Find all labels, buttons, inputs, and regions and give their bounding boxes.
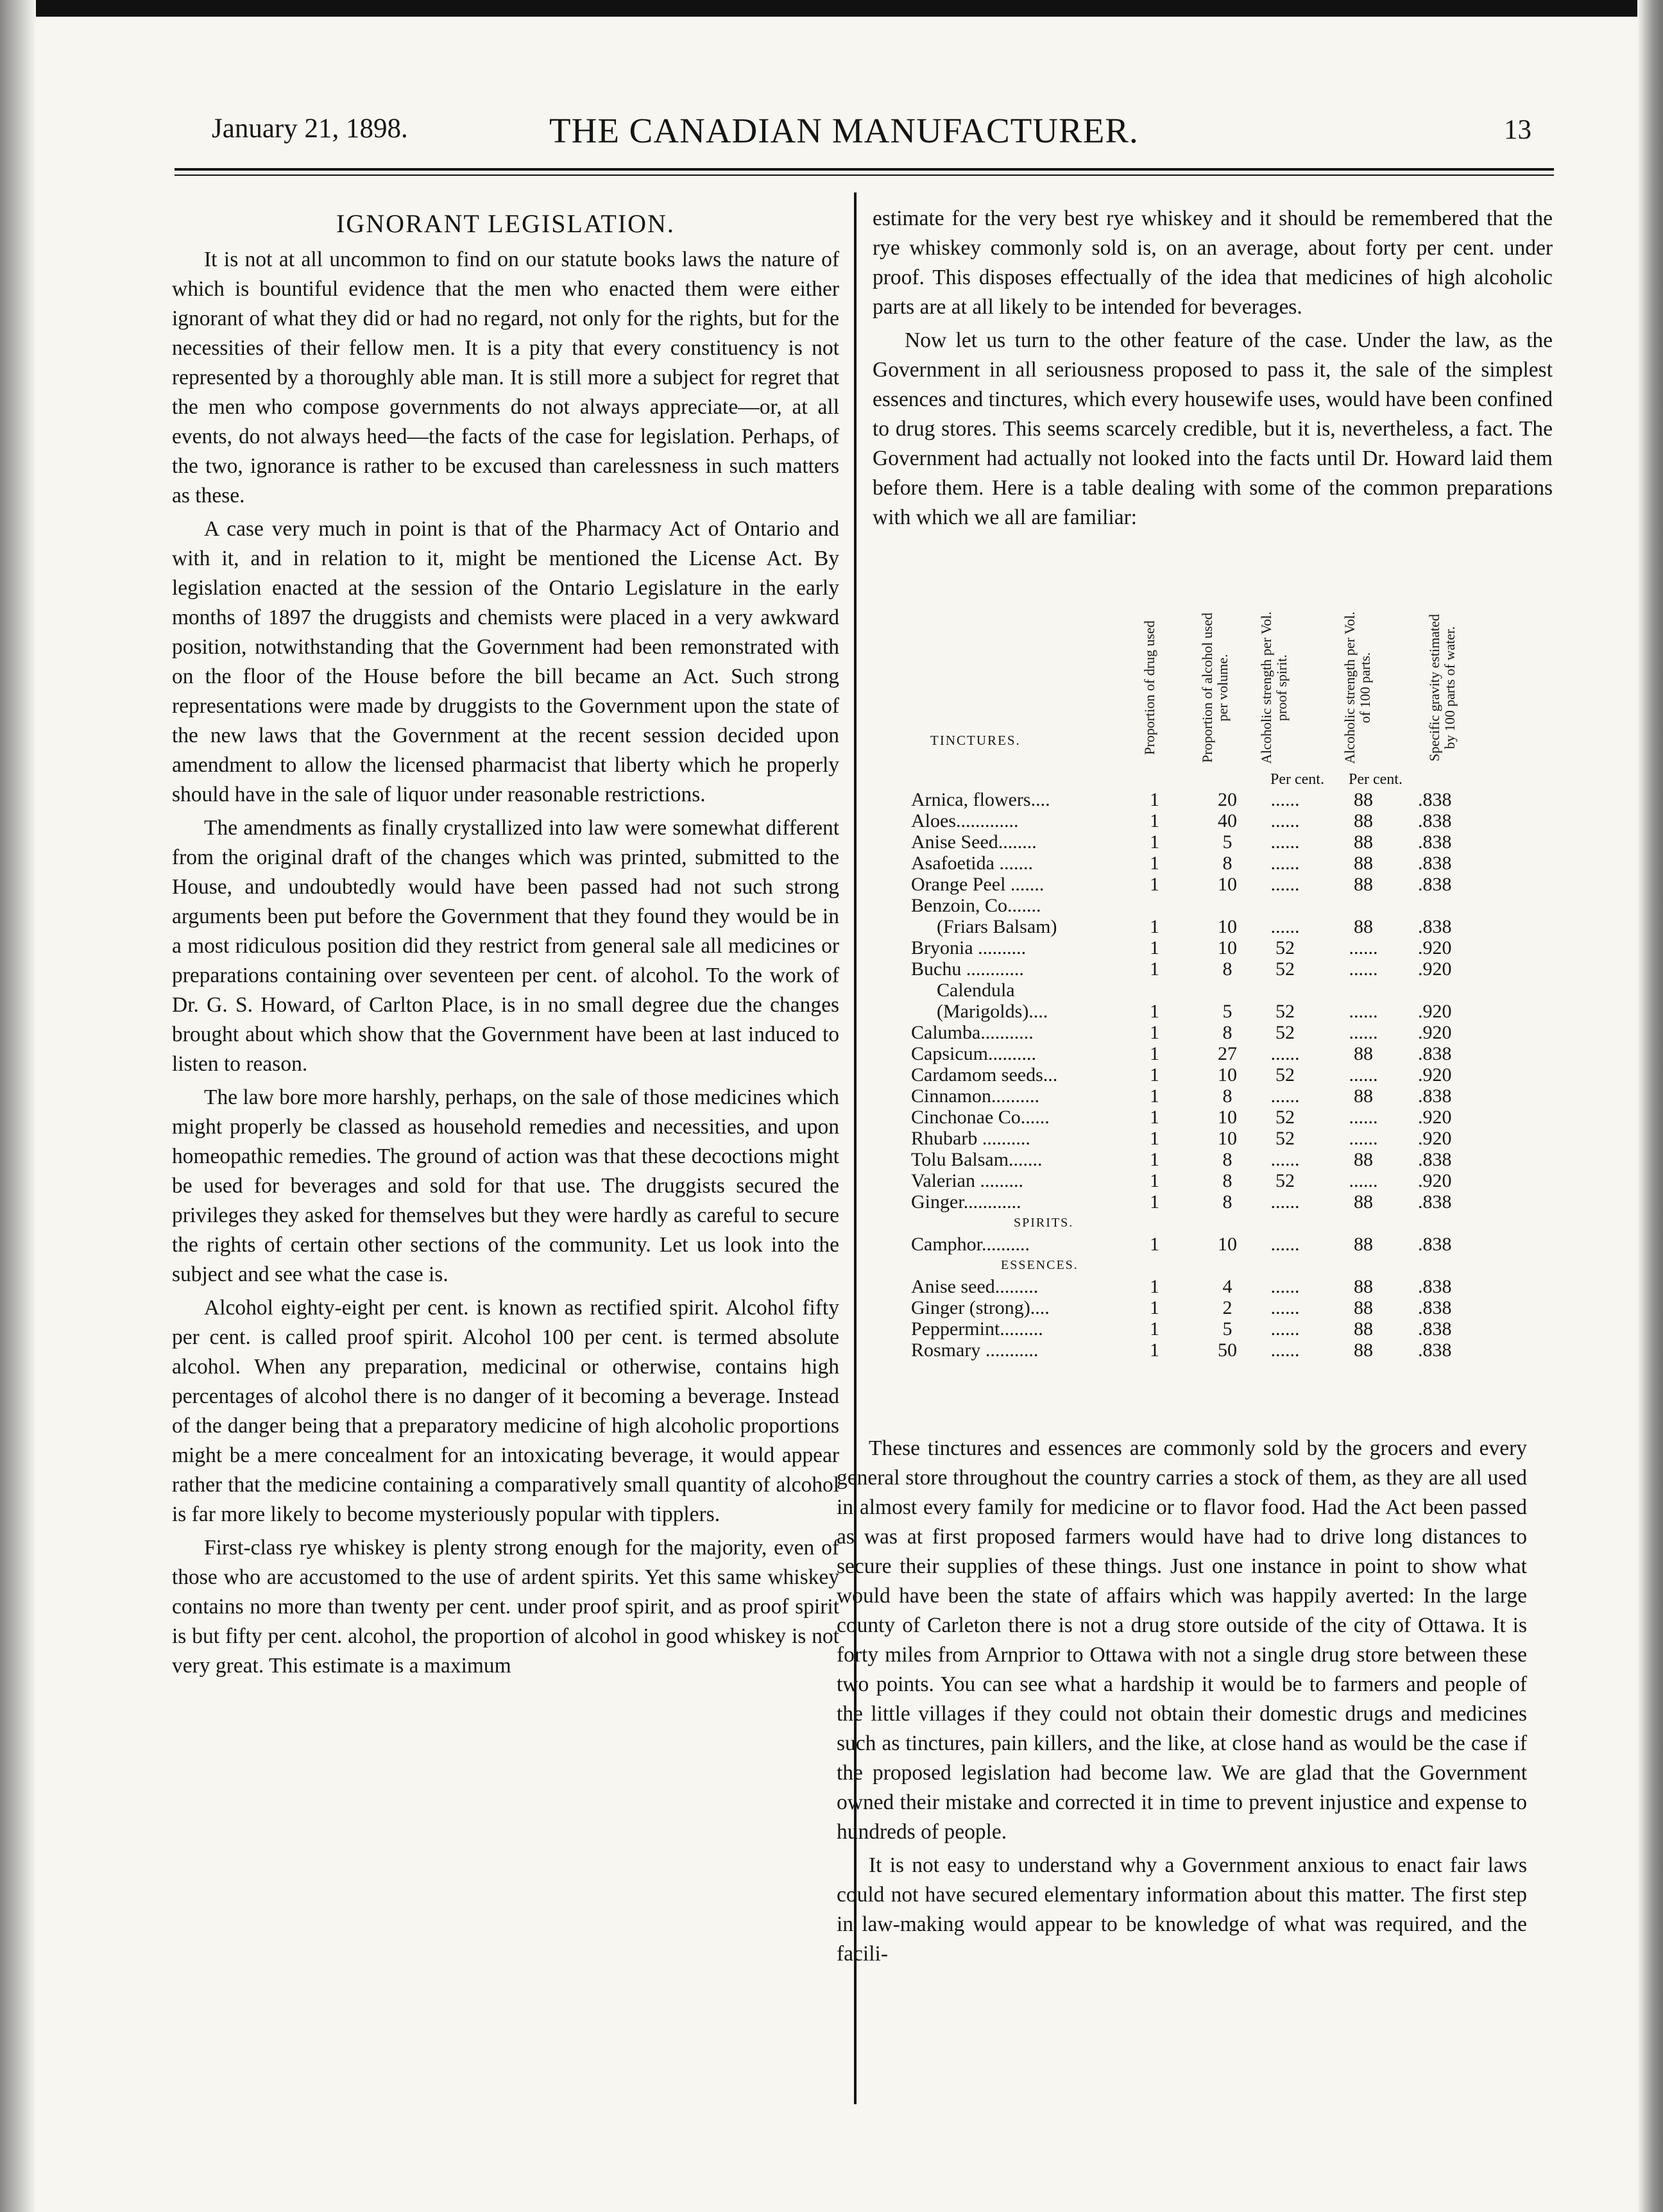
preparation-name: Anise Seed........ (911, 831, 1037, 853)
table-row (885, 1340, 1553, 1361)
proof-strength: ...... (1270, 853, 1300, 874)
table-row (885, 1297, 1553, 1318)
table-row (885, 1128, 1553, 1149)
left-column (172, 209, 839, 1685)
specific-gravity: .838 (1418, 1043, 1452, 1064)
paragraph: Alcohol eighty-eight per cent. is known as rectified spirit. Alcohol fifty per cent. is called proof spirit. Alcohol 100 per cent. is termed absolute alcohol. When any preparation, medicinal or otherwise, contains high percentages of alcohol there is no danger of it becoming a beverage. Instead of the danger being that a preparatory medicine of high alcoholic proportions might be a mere concealment for an intoxicating beverage, it would appear rather that the medicine containing a comparatively small quantity of alcohol is far more likely to become mysteriously popular with tipplers. (172, 1296, 839, 1526)
volume-strength: 88 (1354, 1297, 1373, 1318)
alcohol-proportion: 10 (1218, 1234, 1237, 1255)
table-body-spirits (885, 1234, 1553, 1255)
volume-strength: ...... (1349, 1107, 1378, 1128)
table-row (885, 980, 1553, 1001)
preparation-name: Rhubarb .......... (911, 1128, 1030, 1149)
preparation-name: Aloes............. (911, 810, 1019, 831)
volume-strength: 88 (1354, 1276, 1373, 1297)
drug-proportion: 1 (1150, 1170, 1159, 1191)
alcohol-proportion: 2 (1222, 1297, 1232, 1318)
specific-gravity: .838 (1418, 1340, 1452, 1361)
volume-strength: 88 (1354, 916, 1373, 937)
header-alcohol-volume: Alcoholic strength per Vol. of 100 parts. (1342, 611, 1373, 764)
right-column-upper-text (873, 204, 1553, 532)
alcohol-proportion: 40 (1218, 810, 1237, 831)
drug-proportion: 1 (1150, 810, 1159, 831)
drug-proportion: 1 (1150, 937, 1159, 958)
proof-strength: ...... (1270, 1234, 1300, 1255)
drug-proportion: 1 (1150, 1276, 1159, 1297)
table-header (885, 611, 1553, 789)
proof-strength: ...... (1270, 1318, 1300, 1340)
alcohol-proportion: 8 (1222, 1191, 1232, 1212)
preparation-name: Peppermint......... (911, 1318, 1043, 1340)
table-row (885, 831, 1553, 853)
paragraph: First-class rye whiskey is plenty strong enough for the majority, even of those who are accustomed to the use of ardent spirits. Yet this same whiskey contains no more than twenty per cent. under proof spirit, and as proof spirit is but fifty per cent. alcohol, the proportion of alcohol in good whiskey is not very great. This estimate is a maximum (172, 1536, 839, 1678)
drug-proportion: 1 (1150, 1128, 1159, 1149)
specific-gravity: .838 (1418, 1318, 1452, 1340)
volume-strength: ...... (1349, 937, 1378, 958)
paragraph: It is not easy to understand why a Government anxious to enact fair laws could not have secured elementary information about this matter. The first step in law-making would appear to be knowledge of what was required, and the facili- (837, 1853, 1527, 1966)
table-body-tinctures (885, 789, 1553, 1212)
volume-strength: 88 (1354, 810, 1373, 831)
paragraph: Now let us turn to the other feature of the case. Under the law, as the Government in all seriousness proposed to pass it, the sale of the simplest essences and tinctures, which every housewife uses, would have been confined to drug stores. This seems scarcely credible, but it is, nevertheless, a fact. The Government had actually not looked into the facts until Dr. Howard laid them before them. Here is a table dealing with some of the common preparations with which we all are familiar: (873, 328, 1553, 529)
drug-proportion: 1 (1150, 1297, 1159, 1318)
preparation-name: Camphor.......... (911, 1234, 1030, 1255)
unit-per-cent-proof: Per cent. (1270, 771, 1324, 788)
tinctures-table (885, 611, 1553, 1361)
specific-gravity: .920 (1418, 1022, 1452, 1043)
table-row (885, 1234, 1553, 1255)
right-column-lower-text (837, 1434, 1527, 1969)
table-row (885, 1107, 1553, 1128)
issue-date: January 21, 1898. (212, 114, 408, 144)
alcohol-proportion: 4 (1222, 1276, 1232, 1297)
specific-gravity: .838 (1418, 1149, 1452, 1170)
proof-strength: ...... (1270, 1297, 1300, 1318)
drug-proportion: 1 (1150, 874, 1159, 895)
preparation-name: Cardamom seeds... (911, 1064, 1058, 1085)
drug-proportion: 1 (1150, 1340, 1159, 1361)
proof-strength: ...... (1270, 1085, 1300, 1107)
table-row (885, 1191, 1553, 1212)
preparation-name: Rosmary ........... (911, 1340, 1039, 1361)
proof-strength: 52 (1275, 1064, 1295, 1085)
volume-strength: 88 (1354, 1340, 1373, 1361)
volume-strength: 88 (1354, 1234, 1373, 1255)
specific-gravity: .838 (1418, 1297, 1452, 1318)
proof-strength: ...... (1270, 789, 1300, 810)
preparation-name: Benzoin, Co....... (911, 895, 1041, 916)
table-row (885, 1318, 1553, 1340)
scan-edge-right (1637, 0, 1663, 2212)
drug-proportion: 1 (1150, 1085, 1159, 1107)
proof-strength: ...... (1270, 1276, 1300, 1297)
preparation-name: (Marigolds).... (937, 1001, 1048, 1022)
header-proportion-alcohol: Proportion of alcohol used per volume. (1199, 612, 1231, 763)
table-row (885, 1276, 1553, 1297)
proof-strength: ...... (1270, 831, 1300, 853)
specific-gravity: .920 (1418, 958, 1452, 980)
table-row (885, 895, 1553, 916)
volume-strength: ...... (1349, 1001, 1378, 1022)
specific-gravity: .920 (1418, 1128, 1452, 1149)
scan-edge-left (0, 0, 36, 2212)
preparation-name: Ginger............ (911, 1191, 1021, 1212)
volume-strength: ...... (1349, 1128, 1378, 1149)
proof-strength: ...... (1270, 1340, 1300, 1361)
paragraph: These tinctures and essences are commonly sold by the grocers and every general store throughout the country carries a stock of them, as they are all used in almost every family for medicine or to flavor food. Had the Act been passed as was at first proposed farmers would have had to drive long distances to secure their supplies of these things. Just one instance in point to show what would have been the state of affairs which was happily averted: In the large county of Carleton there is not a drug store outside of the city of Ottawa. It is forty miles from Arnprior to Ottawa with not a single drug store between these two points. You can see what a hardship it would be to farmers and people of the little villages if they could not obtain their domestic drugs and medicines such as tinctures, pain killers, and the like, at close hand as would be the case if the proposed legislation had become law. We are glad that the Government owned their mistake and corrected it in time to prevent injustice and expense to hundreds of people. (837, 1436, 1527, 1844)
alcohol-proportion: 5 (1222, 1001, 1232, 1022)
proof-strength: ...... (1270, 1149, 1300, 1170)
header-proportion-drug: Proportion of drug used (1141, 620, 1157, 755)
alcohol-proportion: 20 (1218, 789, 1237, 810)
preparation-name: Valerian ......... (911, 1170, 1023, 1191)
unit-per-cent-volume: Per cent. (1349, 771, 1403, 788)
drug-proportion: 1 (1150, 831, 1159, 853)
preparation-name: Anise seed......... (911, 1276, 1039, 1297)
proof-strength: ...... (1270, 1043, 1300, 1064)
volume-strength: 88 (1354, 853, 1373, 874)
specific-gravity: .920 (1418, 1001, 1452, 1022)
volume-strength: 88 (1354, 831, 1373, 853)
paragraph: estimate for the very best rye whiskey and it should be remembered that the rye whiskey commonly sold is, on an average, about forty per cent. under proof. This disposes effectually of the idea that medicines of high alcoholic parts are at all likely to be intended for beverages. (873, 207, 1553, 319)
page-number: 13 (1504, 115, 1531, 145)
proof-strength: ...... (1270, 1191, 1300, 1212)
table-row (885, 1149, 1553, 1170)
table-row (885, 1085, 1553, 1107)
proof-strength: ...... (1270, 810, 1300, 831)
specific-gravity: .838 (1418, 1276, 1452, 1297)
drug-proportion: 1 (1150, 1064, 1159, 1085)
header-specific-gravity: Specific gravity estimated by 100 parts of water. (1426, 614, 1458, 761)
proof-strength: 52 (1275, 1107, 1295, 1128)
proof-strength: 52 (1275, 1170, 1295, 1191)
preparation-name: Bryonia .......... (911, 937, 1027, 958)
preparation-name: Arnica, flowers.... (911, 789, 1050, 810)
header-rule-top (175, 168, 1554, 171)
volume-strength: 88 (1354, 789, 1373, 810)
alcohol-proportion: 27 (1218, 1043, 1237, 1064)
preparation-name: Cinchonae Co...... (911, 1107, 1050, 1128)
table-body-essences (885, 1276, 1553, 1361)
specific-gravity: .838 (1418, 831, 1452, 853)
table-row (885, 1022, 1553, 1043)
proof-strength: 52 (1275, 1128, 1295, 1149)
specific-gravity: .920 (1418, 1064, 1452, 1085)
drug-proportion: 1 (1150, 916, 1159, 937)
table-row (885, 1001, 1553, 1022)
volume-strength: 88 (1354, 1318, 1373, 1340)
header-rule-bottom (175, 174, 1554, 176)
drug-proportion: 1 (1150, 853, 1159, 874)
right-column-upper (873, 204, 1553, 536)
scan-top-border (36, 0, 1637, 17)
drug-proportion: 1 (1150, 958, 1159, 980)
volume-strength: ...... (1349, 958, 1378, 980)
alcohol-proportion: 8 (1222, 1085, 1232, 1107)
masthead-title: THE CANADIAN MANUFACTURER. (549, 111, 1139, 150)
table-row (885, 810, 1553, 831)
table-row (885, 958, 1553, 980)
left-column-text (172, 245, 839, 1681)
volume-strength: 88 (1354, 1085, 1373, 1107)
essences-label: ESSENCES. (1001, 1258, 1079, 1272)
alcohol-proportion: 10 (1218, 1107, 1237, 1128)
paragraph: The law bore more harshly, perhaps, on the sale of those medicines which might properly be classed as household remedies and necessities, and upon homeopathic remedies. The ground of action was that these decoctions might be used for beverages and sold for that use. The druggists secured the privileges they asked for themselves but they were hardly as careful to secure the rights of certain other sections of the community. Let us look into the subject and see what the case is. (172, 1085, 839, 1286)
specific-gravity: .838 (1418, 1191, 1452, 1212)
article-title: IGNORANT LEGISLATION. (336, 209, 675, 238)
drug-proportion: 1 (1150, 1191, 1159, 1212)
table-row (885, 1043, 1553, 1064)
drug-proportion: 1 (1150, 1001, 1159, 1022)
proof-strength: ...... (1270, 916, 1300, 937)
specific-gravity: .838 (1418, 1234, 1452, 1255)
proof-strength: 52 (1275, 1001, 1295, 1022)
right-column-lower (837, 1434, 1527, 1973)
specific-gravity: .920 (1418, 1107, 1452, 1128)
preparation-name: Calendula (937, 980, 1015, 1001)
preparation-name: Calumba........... (911, 1022, 1034, 1043)
specific-gravity: .838 (1418, 874, 1452, 895)
alcohol-proportion: 8 (1222, 853, 1232, 874)
table-row (885, 1170, 1553, 1191)
alcohol-proportion: 50 (1218, 1340, 1237, 1361)
preparation-name: (Friars Balsam) (937, 916, 1057, 937)
preparation-name: Cinnamon.......... (911, 1085, 1039, 1107)
proof-strength: 52 (1275, 958, 1295, 980)
table-row (885, 937, 1553, 958)
drug-proportion: 1 (1150, 1107, 1159, 1128)
proof-strength: ...... (1270, 874, 1300, 895)
alcohol-proportion: 8 (1222, 1149, 1232, 1170)
section-label-essences (885, 1255, 1553, 1276)
specific-gravity: .838 (1418, 810, 1452, 831)
preparation-name: Tolu Balsam....... (911, 1149, 1043, 1170)
table-header-tinctures: TINCTURES. (930, 733, 1021, 748)
drug-proportion: 1 (1150, 1234, 1159, 1255)
paragraph: It is not at all uncommon to find on our statute books laws the nature of which is bountiful evidence that the men who enacted them were either ignorant of what they did or had no regard, not only for the rights, but for the necessities of their fellow men. It is a pity that every constituency is not represented by a thoroughly able man. It is still more a subject for regret that the men who compose governments do not always appreciate—or, at all events, do not always heed—the facts of the case for legislation. Perhaps, of the two, ignorance is rather to be excused than carelessness in such matters as these. (172, 248, 839, 507)
specific-gravity: .838 (1418, 789, 1452, 810)
specific-gravity: .920 (1418, 1170, 1452, 1191)
alcohol-proportion: 10 (1218, 937, 1237, 958)
specific-gravity: .838 (1418, 916, 1452, 937)
spirits-label: SPIRITS. (1014, 1216, 1074, 1230)
alcohol-proportion: 10 (1218, 916, 1237, 937)
drug-proportion: 1 (1150, 1318, 1159, 1340)
alcohol-proportion: 8 (1222, 1170, 1232, 1191)
volume-strength: 88 (1354, 874, 1373, 895)
header-alcohol-proof: Alcoholic strength per Vol. proof spirit. (1258, 611, 1290, 764)
drug-proportion: 1 (1150, 1022, 1159, 1043)
preparation-name: Asafoetida ....... (911, 853, 1033, 874)
table-row (885, 789, 1553, 810)
preparation-name: Ginger (strong).... (911, 1297, 1050, 1318)
table-row (885, 853, 1553, 874)
volume-strength: 88 (1354, 1191, 1373, 1212)
alcohol-proportion: 8 (1222, 1022, 1232, 1043)
volume-strength: 88 (1354, 1043, 1373, 1064)
preparation-name: Buchu ............ (911, 958, 1024, 980)
volume-strength: ...... (1349, 1022, 1378, 1043)
preparation-name: Capsicum.......... (911, 1043, 1036, 1064)
alcohol-proportion: 5 (1222, 831, 1232, 853)
proof-strength: 52 (1275, 937, 1295, 958)
volume-strength: ...... (1349, 1170, 1378, 1191)
volume-strength: 88 (1354, 1149, 1373, 1170)
drug-proportion: 1 (1150, 789, 1159, 810)
section-label-spirits (885, 1212, 1553, 1234)
alcohol-proportion: 10 (1218, 1128, 1237, 1149)
alcohol-proportion: 8 (1222, 958, 1232, 980)
drug-proportion: 1 (1150, 1149, 1159, 1170)
paragraph: A case very much in point is that of the Pharmacy Act of Ontario and with it, and in relation to it, might be mentioned the License Act. By legislation enacted at the session of the Ontario Legislature in the early months of 1897 the druggists and chemists were placed in a very awkward position, notwithstanding that the Government had been remonstrated with on the floor of the House before the bill became an Act. Such strong representations were made by druggists to the Government upon the state of the new laws that the Government at the recent session decided upon amendment to allow the licensed pharmacist that liberty which he properly should have in the sale of liquor under reasonable restrictions. (172, 517, 839, 806)
alcohol-proportion: 5 (1222, 1318, 1232, 1340)
table-row (885, 1064, 1553, 1085)
preparation-name: Orange Peel ....... (911, 874, 1045, 895)
proof-strength: 52 (1275, 1022, 1295, 1043)
alcohol-proportion: 10 (1218, 1064, 1237, 1085)
specific-gravity: .920 (1418, 937, 1452, 958)
drug-proportion: 1 (1150, 1043, 1159, 1064)
table-row (885, 916, 1553, 937)
table-row (885, 874, 1553, 895)
specific-gravity: .838 (1418, 853, 1452, 874)
alcohol-proportion: 10 (1218, 874, 1237, 895)
specific-gravity: .838 (1418, 1085, 1452, 1107)
volume-strength: ...... (1349, 1064, 1378, 1085)
paragraph: The amendments as finally crystallized into law were somewhat different from the original draft of the changes which was printed, submitted to the House, and undoubtedly would have been passed had not such strong arguments been put before the Government that they found they would be in a most ridiculous position did they restrict from general sale all medicines or preparations containing over seventeen per cent. of alcohol. To the work of Dr. G. S. Howard, of Carlton Place, is in no small degree due the changes brought about which show that the Government have been at last induced to listen to reason. (172, 816, 839, 1076)
